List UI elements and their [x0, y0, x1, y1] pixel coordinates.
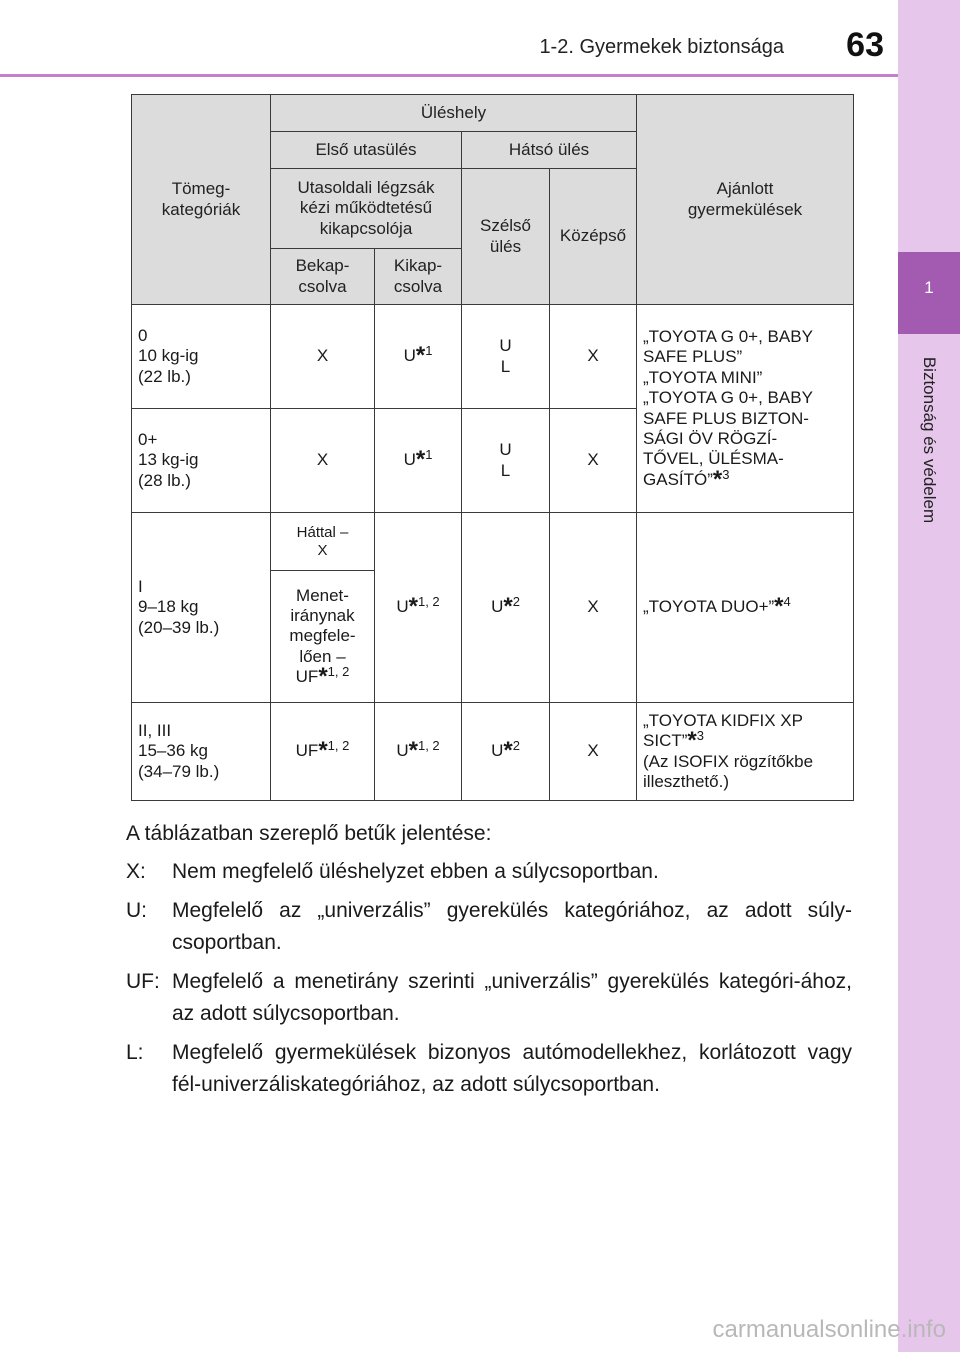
- cell-center: X: [550, 513, 637, 703]
- chapter-side-strip: [898, 0, 960, 1352]
- legend-text: Megfelelő a menetirány szerinti „univerzális” gyerekülés kategóri-ához, az adott súlycsoportban.: [172, 970, 852, 1025]
- page-number: 63: [846, 26, 884, 64]
- cell-recommended-kidfix: „TOYOTA KIDFIX XP SICT”*$^3$ (Az ISOFIX rögzítőkbe illeszthető.): [637, 703, 854, 801]
- watermark: carmanualsonline.info: [712, 1316, 946, 1343]
- cell-outboard: U L: [462, 305, 550, 409]
- cell-airbag-on: X: [271, 305, 375, 409]
- cell-airbag-off: U*$^{1, 2}$: [375, 513, 462, 703]
- legend-item: [126, 895, 852, 959]
- cell-airbag-off: U*$^1$: [375, 409, 462, 513]
- cell-airbag-off: U*$^{1, 2}$: [375, 703, 462, 801]
- legend-key: U:: [126, 899, 147, 922]
- legend-key: UF:: [126, 970, 160, 993]
- cell-category: I 9–18 kg (20–39 lb.): [132, 513, 271, 703]
- cell-airbag-on-forward-facing: Menet- iránynak megfele- lően – UF*$^{1, 2}$: [271, 571, 375, 703]
- cell-category: 0+ 13 kg-ig (28 lb.): [132, 409, 271, 513]
- header-weight-category: Tömeg- kategóriák: [132, 95, 271, 305]
- legend-intro: A táblázatban szereplő betűk jelentése:: [126, 822, 492, 845]
- cell-recommended-duo: „TOYOTA DUO+”*$^4$: [637, 513, 854, 703]
- cell-category: II, III 15–36 kg (34–79 lb.): [132, 703, 271, 801]
- cell-center: X: [550, 409, 637, 513]
- header-rule: [0, 74, 898, 77]
- legend-key: X:: [126, 860, 146, 883]
- legend-item: [126, 1037, 852, 1101]
- table-row: [132, 513, 854, 571]
- child-seat-table: [131, 94, 854, 801]
- header-rear-seat: Hátsó ülés: [462, 132, 637, 169]
- chapter-number: 1: [924, 278, 934, 297]
- cell-airbag-on: X: [271, 409, 375, 513]
- header-airbag-switch: Utasoldali légzsák kézi működtetésű kikapcsolója: [271, 169, 462, 249]
- cell-recommended-infant: „TOYOTA G 0+, BABY SAFE PLUS” „TOYOTA MINI” „TOYOTA G 0+, BABY SAFE PLUS BIZTON- SÁGI ÖV RÖGZÍ- TŐVEL, ÜLÉSMA- GASÍTÓ”*$^3$: [637, 305, 854, 513]
- legend-text: Nem megfelelő üléshelyzet ebben a súlycsoportban.: [172, 860, 659, 883]
- header-seating-position: Üléshely: [271, 95, 637, 132]
- cell-category: 0 10 kg-ig (22 lb.): [132, 305, 271, 409]
- header-front-passenger: Első utasülés: [271, 132, 462, 169]
- header-airbag-off: Kikap- csolva: [375, 249, 462, 305]
- cell-outboard: U L: [462, 409, 550, 513]
- cell-airbag-on-rear-facing: Háttal – X: [271, 513, 375, 571]
- legend-text: Megfelelő gyermekülések bizonyos autómodellekhez, korlátozott vagy fél-univerzáliskategóriához, az adott súlycsoportban.: [172, 1041, 852, 1096]
- header-center: Középső: [550, 169, 637, 305]
- header-recommended: Ajánlott gyermekülések: [637, 95, 854, 305]
- table-row: [132, 305, 854, 409]
- cell-center: X: [550, 305, 637, 409]
- header-outboard: Szélső ülés: [462, 169, 550, 305]
- cell-outboard: U*$^2$: [462, 513, 550, 703]
- legend-item: [126, 856, 852, 888]
- legend-item: [126, 966, 852, 1030]
- legend-text: Megfelelő az „univerzális” gyerekülés kategóriához, az adott súly-csoportban.: [172, 899, 852, 954]
- cell-airbag-on: UF*$^{1, 2}$: [271, 703, 375, 801]
- cell-center: X: [550, 703, 637, 801]
- header-row: [132, 95, 854, 132]
- chapter-title: Biztonság és védelem: [920, 356, 939, 524]
- cell-outboard: U*$^2$: [462, 703, 550, 801]
- legend-key: L:: [126, 1041, 144, 1064]
- section-title: 1-2. Gyermekek biztonsága: [539, 36, 784, 58]
- header-airbag-on: Bekap- csolva: [271, 249, 375, 305]
- cell-airbag-off: U*$^1$: [375, 305, 462, 409]
- legend: [126, 818, 852, 1108]
- table-row: [132, 703, 854, 801]
